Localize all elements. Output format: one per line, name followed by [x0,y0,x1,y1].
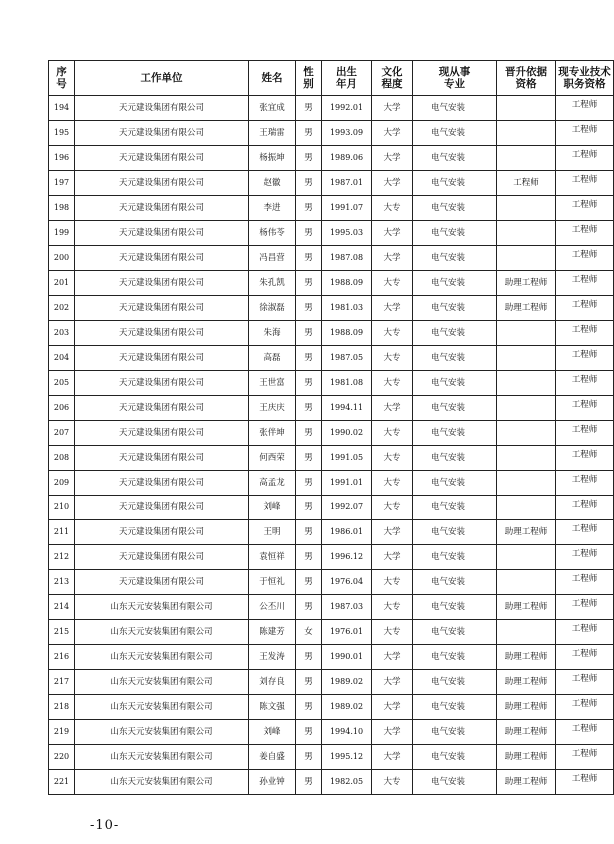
cell-edu: 大学 [372,170,413,195]
table-row [49,270,614,295]
cell-unit: 天元建设集团有限公司 [75,420,249,445]
cell-birth: 1982.05 [322,770,372,795]
table-body [49,96,614,795]
cell-gender: 男 [296,145,322,170]
cell-seq: 201 [49,270,75,295]
cell-major: 电气安装 [413,320,497,345]
cell-gender: 男 [296,445,322,470]
cell-name: 陈文强 [249,695,296,720]
cell-edu: 大学 [372,295,413,320]
header-unit: 工作单位 [75,61,249,96]
header-current: 现专业技术 职务资格 [556,61,614,96]
cell-name: 杨振坤 [249,145,296,170]
page-number: -10- [90,818,120,833]
cell-name: 赵徽 [249,170,296,195]
cell-birth: 1993.09 [322,120,372,145]
cell-unit: 山东天元安装集团有限公司 [75,770,249,795]
cell-major: 电气安装 [413,395,497,420]
cell-edu: 大专 [372,570,413,595]
cell-seq: 207 [49,420,75,445]
cell-gender: 男 [296,320,322,345]
cell-seq: 196 [49,145,75,170]
cell-major: 电气安装 [413,720,497,745]
cell-name: 张伴坤 [249,420,296,445]
cell-major: 电气安装 [413,245,497,270]
cell-birth: 1987.03 [322,595,372,620]
cell-edu: 大专 [372,620,413,645]
cell-gender: 男 [296,670,322,695]
cell-seq: 211 [49,520,75,545]
table-row [49,570,614,595]
cell-unit: 山东天元安装集团有限公司 [75,595,249,620]
table-row [49,545,614,570]
cell-edu: 大专 [372,770,413,795]
cell-gender: 男 [296,220,322,245]
cell-major: 电气安装 [413,770,497,795]
cell-basis [497,470,556,495]
cell-current: 工程师 [556,570,614,595]
cell-unit: 天元建设集团有限公司 [75,195,249,220]
table-row [49,495,614,520]
cell-name: 朱海 [249,320,296,345]
cell-birth: 1986.01 [322,520,372,545]
cell-edu: 大专 [372,370,413,395]
table-row [49,620,614,645]
cell-gender: 男 [296,520,322,545]
cell-name: 刘峰 [249,720,296,745]
cell-major: 电气安装 [413,545,497,570]
cell-current: 工程师 [556,495,614,520]
cell-basis: 助理工程师 [497,695,556,720]
cell-basis [497,395,556,420]
cell-name: 刘存良 [249,670,296,695]
cell-gender: 男 [296,295,322,320]
cell-basis [497,445,556,470]
cell-basis [497,145,556,170]
cell-birth: 1987.05 [322,345,372,370]
cell-name: 张宜成 [249,96,296,121]
cell-current: 工程师 [556,120,614,145]
cell-unit: 山东天元安装集团有限公司 [75,620,249,645]
cell-birth: 1976.04 [322,570,372,595]
cell-basis [497,620,556,645]
table-row [49,745,614,770]
cell-gender: 男 [296,345,322,370]
cell-seq: 214 [49,595,75,620]
table-row [49,770,614,795]
cell-basis: 助理工程师 [497,645,556,670]
table-row [49,295,614,320]
header-seq: 序 号 [49,61,75,96]
cell-basis [497,345,556,370]
cell-gender: 男 [296,395,322,420]
cell-edu: 大专 [372,595,413,620]
cell-seq: 217 [49,670,75,695]
cell-current: 工程师 [556,670,614,695]
cell-basis [497,570,556,595]
cell-birth: 1981.03 [322,295,372,320]
cell-basis: 助理工程师 [497,520,556,545]
table-row [49,370,614,395]
cell-seq: 212 [49,545,75,570]
cell-edu: 大专 [372,420,413,445]
cell-birth: 1988.09 [322,270,372,295]
cell-name: 杨伟苓 [249,220,296,245]
cell-name: 袁恒祥 [249,545,296,570]
cell-name: 王世富 [249,370,296,395]
cell-seq: 195 [49,120,75,145]
cell-birth: 1991.05 [322,445,372,470]
cell-major: 电气安装 [413,695,497,720]
cell-major: 电气安装 [413,96,497,121]
cell-major: 电气安装 [413,570,497,595]
cell-name: 王明 [249,520,296,545]
cell-major: 电气安装 [413,520,497,545]
cell-seq: 215 [49,620,75,645]
cell-major: 电气安装 [413,345,497,370]
table-row [49,695,614,720]
cell-edu: 大学 [372,245,413,270]
cell-major: 电气安装 [413,670,497,695]
cell-basis: 助理工程师 [497,720,556,745]
cell-edu: 大学 [372,120,413,145]
table-row [49,345,614,370]
cell-birth: 1994.11 [322,395,372,420]
cell-gender: 男 [296,645,322,670]
cell-gender: 男 [296,195,322,220]
cell-edu: 大专 [372,345,413,370]
cell-current: 工程师 [556,470,614,495]
cell-unit: 天元建设集团有限公司 [75,145,249,170]
cell-basis: 助理工程师 [497,295,556,320]
cell-name: 冯昌营 [249,245,296,270]
cell-edu: 大专 [372,470,413,495]
cell-seq: 208 [49,445,75,470]
cell-current: 工程师 [556,445,614,470]
cell-unit: 天元建设集团有限公司 [75,270,249,295]
table-row [49,195,614,220]
cell-edu: 大学 [372,645,413,670]
cell-edu: 大学 [372,745,413,770]
cell-edu: 大专 [372,320,413,345]
cell-basis [497,96,556,121]
cell-name: 王庆庆 [249,395,296,420]
cell-major: 电气安装 [413,270,497,295]
cell-current: 工程师 [556,195,614,220]
table-row [49,395,614,420]
cell-seq: 206 [49,395,75,420]
cell-basis [497,320,556,345]
cell-basis [497,220,556,245]
cell-edu: 大学 [372,395,413,420]
cell-gender: 男 [296,720,322,745]
cell-basis [497,495,556,520]
cell-unit: 天元建设集团有限公司 [75,120,249,145]
cell-seq: 200 [49,245,75,270]
table-row [49,420,614,445]
cell-edu: 大专 [372,495,413,520]
cell-seq: 216 [49,645,75,670]
header-major: 现从事 专业 [413,61,497,96]
cell-unit: 天元建设集团有限公司 [75,295,249,320]
cell-name: 朱孔凯 [249,270,296,295]
cell-birth: 1991.01 [322,470,372,495]
cell-birth: 1989.02 [322,695,372,720]
cell-name: 何西荣 [249,445,296,470]
cell-current: 工程师 [556,320,614,345]
cell-edu: 大学 [372,145,413,170]
cell-unit: 天元建设集团有限公司 [75,445,249,470]
cell-unit: 山东天元安装集团有限公司 [75,695,249,720]
cell-birth: 1981.08 [322,370,372,395]
cell-seq: 220 [49,745,75,770]
cell-name: 于恒礼 [249,570,296,595]
cell-gender: 男 [296,245,322,270]
cell-seq: 204 [49,345,75,370]
cell-name: 公丕川 [249,595,296,620]
cell-basis [497,245,556,270]
cell-major: 电气安装 [413,145,497,170]
cell-seq: 209 [49,470,75,495]
cell-unit: 山东天元安装集团有限公司 [75,645,249,670]
cell-edu: 大专 [372,270,413,295]
cell-basis: 助理工程师 [497,270,556,295]
cell-seq: 197 [49,170,75,195]
cell-seq: 199 [49,220,75,245]
cell-major: 电气安装 [413,420,497,445]
cell-current: 工程师 [556,770,614,795]
header-birth: 出生 年月 [322,61,372,96]
cell-gender: 男 [296,420,322,445]
cell-name: 刘峰 [249,495,296,520]
cell-gender: 男 [296,370,322,395]
cell-unit: 天元建设集团有限公司 [75,545,249,570]
table-row [49,120,614,145]
cell-seq: 210 [49,495,75,520]
cell-basis [497,545,556,570]
cell-major: 电气安装 [413,495,497,520]
cell-current: 工程师 [556,220,614,245]
table-row [49,220,614,245]
cell-birth: 1994.10 [322,720,372,745]
cell-basis: 助理工程师 [497,770,556,795]
cell-current: 工程师 [556,595,614,620]
cell-seq: 219 [49,720,75,745]
cell-basis: 工程师 [497,170,556,195]
cell-major: 电气安装 [413,120,497,145]
cell-gender: 男 [296,595,322,620]
cell-gender: 男 [296,770,322,795]
cell-name: 孙业钟 [249,770,296,795]
cell-current: 工程师 [556,145,614,170]
cell-major: 电气安装 [413,220,497,245]
cell-gender: 男 [296,270,322,295]
cell-gender: 男 [296,120,322,145]
table-header [49,61,614,96]
cell-major: 电气安装 [413,170,497,195]
cell-unit: 天元建设集团有限公司 [75,520,249,545]
cell-current: 工程师 [556,345,614,370]
cell-edu: 大学 [372,720,413,745]
cell-unit: 天元建设集团有限公司 [75,220,249,245]
cell-gender: 男 [296,570,322,595]
cell-major: 电气安装 [413,595,497,620]
cell-name: 王瑞雷 [249,120,296,145]
cell-birth: 1995.03 [322,220,372,245]
cell-major: 电气安装 [413,295,497,320]
cell-edu: 大专 [372,195,413,220]
cell-unit: 天元建设集团有限公司 [75,395,249,420]
cell-current: 工程师 [556,270,614,295]
table-row [49,720,614,745]
cell-unit: 天元建设集团有限公司 [75,245,249,270]
cell-birth: 1992.01 [322,96,372,121]
table-row [49,170,614,195]
cell-current: 工程师 [556,545,614,570]
cell-edu: 大学 [372,520,413,545]
cell-gender: 男 [296,695,322,720]
cell-name: 高磊 [249,345,296,370]
cell-unit: 山东天元安装集团有限公司 [75,670,249,695]
table-row [49,445,614,470]
cell-birth: 1976.01 [322,620,372,645]
cell-current: 工程师 [556,295,614,320]
cell-major: 电气安装 [413,470,497,495]
cell-gender: 男 [296,745,322,770]
cell-edu: 大学 [372,545,413,570]
cell-basis [497,420,556,445]
cell-birth: 1989.06 [322,145,372,170]
header-gender: 性 别 [296,61,322,96]
cell-basis: 助理工程师 [497,670,556,695]
cell-name: 李进 [249,195,296,220]
cell-birth: 1987.08 [322,245,372,270]
cell-seq: 194 [49,96,75,121]
cell-birth: 1995.12 [322,745,372,770]
table-row [49,595,614,620]
cell-seq: 221 [49,770,75,795]
cell-current: 工程师 [556,645,614,670]
cell-gender: 男 [296,495,322,520]
cell-basis [497,120,556,145]
personnel-table [48,60,614,795]
cell-birth: 1990.01 [322,645,372,670]
table-row [49,470,614,495]
cell-current: 工程师 [556,370,614,395]
cell-current: 工程师 [556,170,614,195]
cell-gender: 男 [296,470,322,495]
cell-unit: 天元建设集团有限公司 [75,170,249,195]
cell-edu: 大学 [372,695,413,720]
cell-birth: 1988.09 [322,320,372,345]
cell-name: 姜自盛 [249,745,296,770]
cell-edu: 大学 [372,670,413,695]
cell-edu: 大专 [372,445,413,470]
cell-birth: 1987.01 [322,170,372,195]
cell-unit: 山东天元安装集团有限公司 [75,745,249,770]
cell-name: 徐淑磊 [249,295,296,320]
table-row [49,520,614,545]
cell-current: 工程师 [556,245,614,270]
cell-basis: 助理工程师 [497,595,556,620]
cell-major: 电气安装 [413,370,497,395]
cell-unit: 天元建设集团有限公司 [75,96,249,121]
cell-basis: 助理工程师 [497,745,556,770]
cell-unit: 天元建设集团有限公司 [75,570,249,595]
cell-unit: 天元建设集团有限公司 [75,370,249,395]
cell-current: 工程师 [556,720,614,745]
cell-gender: 男 [296,545,322,570]
cell-current: 工程师 [556,745,614,770]
header-name: 姓名 [249,61,296,96]
cell-name: 陈建芳 [249,620,296,645]
table-row [49,245,614,270]
cell-birth: 1996.12 [322,545,372,570]
cell-name: 高孟龙 [249,470,296,495]
personnel-table-container [48,60,611,795]
table-row [49,145,614,170]
cell-unit: 天元建设集团有限公司 [75,470,249,495]
cell-unit: 山东天元安装集团有限公司 [75,720,249,745]
cell-birth: 1989.02 [322,670,372,695]
cell-gender: 女 [296,620,322,645]
table-row [49,96,614,121]
cell-birth: 1990.02 [322,420,372,445]
cell-birth: 1992.07 [322,495,372,520]
cell-unit: 天元建设集团有限公司 [75,320,249,345]
cell-current: 工程师 [556,96,614,121]
cell-basis [497,370,556,395]
cell-major: 电气安装 [413,195,497,220]
cell-seq: 202 [49,295,75,320]
cell-gender: 男 [296,170,322,195]
cell-current: 工程师 [556,420,614,445]
cell-birth: 1991.07 [322,195,372,220]
cell-edu: 大学 [372,220,413,245]
cell-basis [497,195,556,220]
cell-major: 电气安装 [413,445,497,470]
cell-major: 电气安装 [413,745,497,770]
cell-current: 工程师 [556,395,614,420]
header-basis: 晋升依据 资格 [497,61,556,96]
cell-unit: 天元建设集团有限公司 [75,495,249,520]
cell-major: 电气安装 [413,645,497,670]
header-edu: 文化 程度 [372,61,413,96]
cell-seq: 203 [49,320,75,345]
cell-current: 工程师 [556,620,614,645]
cell-seq: 213 [49,570,75,595]
cell-current: 工程师 [556,520,614,545]
cell-unit: 天元建设集团有限公司 [75,345,249,370]
cell-seq: 218 [49,695,75,720]
cell-edu: 大学 [372,96,413,121]
cell-current: 工程师 [556,695,614,720]
table-row [49,670,614,695]
cell-gender: 男 [296,96,322,121]
table-row [49,645,614,670]
cell-seq: 198 [49,195,75,220]
cell-name: 王发涛 [249,645,296,670]
cell-major: 电气安装 [413,620,497,645]
table-row [49,320,614,345]
cell-seq: 205 [49,370,75,395]
